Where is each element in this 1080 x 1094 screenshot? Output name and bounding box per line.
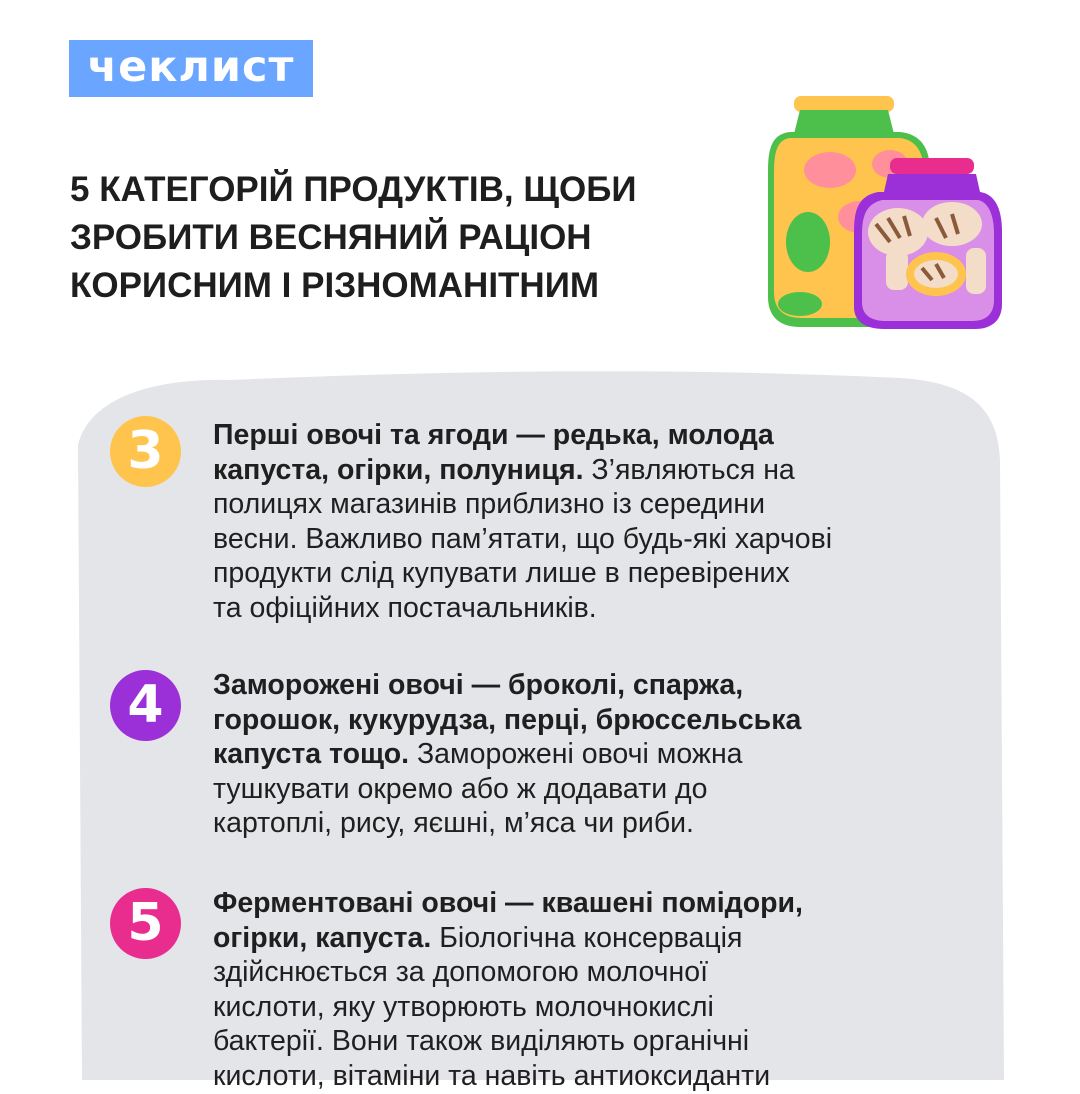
- item-text: [213, 668, 973, 841]
- item-line: продукти слід купувати лише в перевірених: [213, 557, 790, 590]
- item-line: картоплі, рису, яєшні, м’яса чи риби.: [213, 807, 694, 840]
- title-line: ЗРОБИТИ ВЕСНЯНИЙ РАЦІОН: [70, 218, 592, 257]
- item-line: кислоти, яку утворюють молочнокислі: [213, 990, 714, 1023]
- item-text: [213, 886, 973, 1094]
- item-line: кислоти, вітаміни та навіть антиоксиданти: [213, 1059, 771, 1092]
- item-line: та офіційних постачальників.: [213, 591, 597, 624]
- item-line: Заморожені овочі — броколі, спаржа,: [213, 669, 744, 701]
- number-badge: 3: [110, 416, 181, 487]
- item-line: здійснюється за допомогою молочної: [213, 956, 709, 989]
- item-line: капуста, огірки, полуниця. З’являються на: [213, 453, 795, 486]
- item-line: огірки, капуста. Біологічна консервація: [213, 921, 743, 954]
- title-line: КОРИСНИМ І РІЗНОМАНІТНИМ: [70, 266, 600, 305]
- checklist-tag: чеклист: [69, 40, 313, 97]
- jars-icon: [760, 92, 1010, 337]
- item-line: Ферментовані овочі — квашені помідори,: [213, 887, 803, 919]
- item-line: бактерії. Вони також виділяють органічні: [213, 1025, 750, 1058]
- number-badge: 5: [110, 888, 181, 959]
- item-line: весни. Важливо пам’ятати, що будь-які харчові: [213, 522, 833, 555]
- item-line: тушкувати окремо або ж додавати до: [213, 772, 708, 805]
- page-title: [70, 166, 750, 310]
- title-line: 5 КАТЕГОРІЙ ПРОДУКТІВ, ЩОБИ: [70, 170, 637, 209]
- item-line: полицях магазинів приблизно із середини: [213, 488, 766, 521]
- item-text: [213, 418, 973, 626]
- number-badge: 4: [110, 670, 181, 741]
- item-line: горошок, кукурудза, перці, брюссельська: [213, 703, 802, 736]
- item-line: капуста тощо. Заморожені овочі можна: [213, 738, 743, 771]
- item-line: Перші овочі та ягоди — редька, молода: [213, 419, 774, 451]
